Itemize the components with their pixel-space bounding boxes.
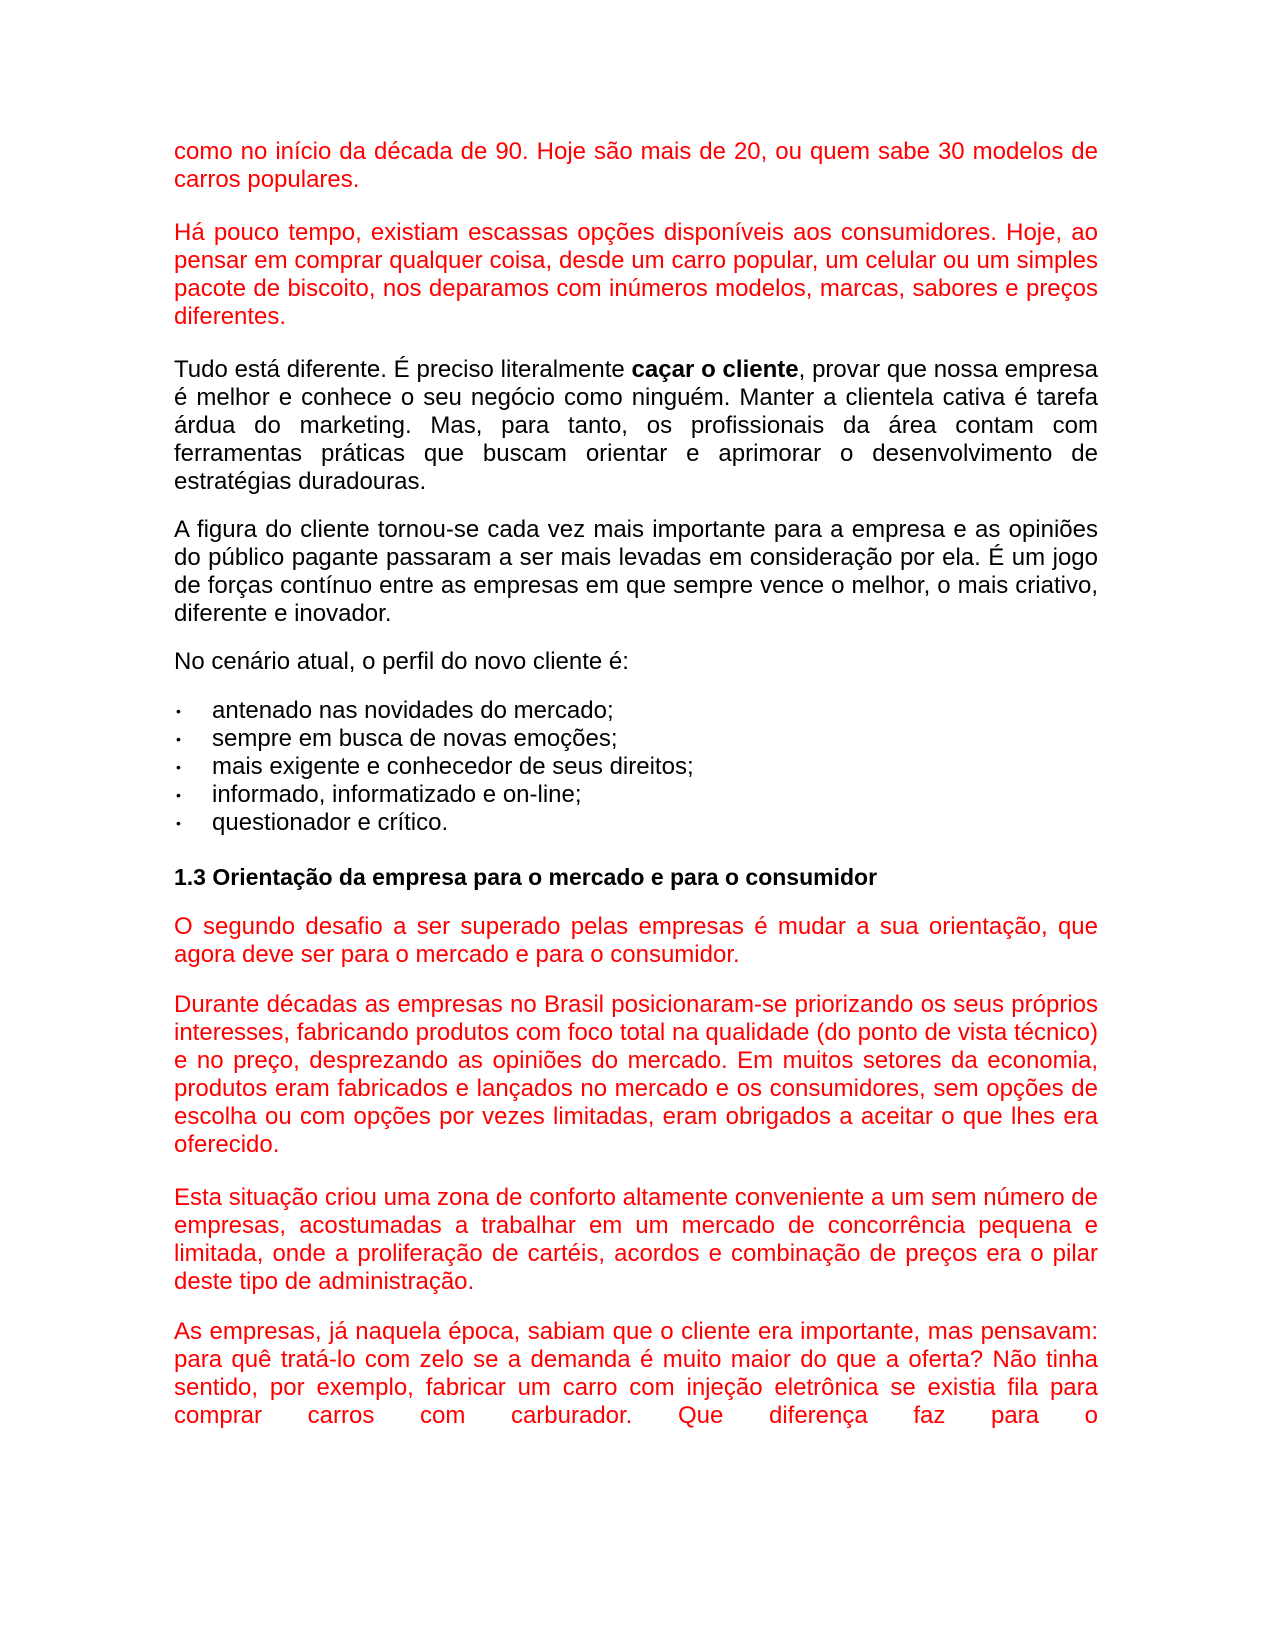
hunt-the-client-emphasis: caçar o cliente [631, 356, 799, 383]
list-item [174, 753, 1098, 781]
list-item [174, 781, 1098, 809]
paragraph-everything-different-end: , provar que nossa empresa é melhor e conhece o seu negócio como ninguém. Manter a clientela cativa é tarefa árdua do marketing. Mas, para tanto, os profissionais da área contam com ferramentas práticas que buscam orientar e aprimorar o desenvolvimento de estratégias duradouras. [174, 356, 1098, 495]
bullet-icon: • [176, 731, 181, 747]
paragraph-scarce-options: Há pouco tempo, existiam escassas opções disponíveis aos consumidores. Hoje, ao pensar em comprar qualquer coisa, desde um carro popular, um celular ou um simples pacote de biscoito, nos deparamos com inúmeros modelos, marcas, sabores e preços diferentes. [174, 219, 1098, 330]
list-item-text: informado, informatizado e on-line; [212, 781, 582, 808]
paragraph-second-challenge: O segundo desafio a ser superado pelas empresas é mudar a sua orientação, que agora deve ser para o mercado e para o consumidor. [174, 913, 1098, 968]
bullet-icon: • [176, 815, 181, 831]
paragraph-companies-back-then: As empresas, já naquela época, sabiam que o cliente era importante, mas pensavam: para quê tratá-lo com zelo se a demanda é muito maior do que a oferta? Não tinha sentido, por exemplo, fabricar um carro com injeção eletrônica se existia fila para comprar carros com carburador. Que diferença faz para o [174, 1318, 1098, 1429]
list-item [174, 697, 1098, 725]
bullet-icon: • [176, 787, 181, 803]
bullet-icon: • [176, 703, 181, 719]
paragraph-everything-different [174, 356, 1098, 496]
section-heading: 1.3 Orientação da empresa para o mercado e para o consumidor [174, 864, 878, 890]
list-item-text: antenado nas novidades do mercado; [212, 697, 614, 724]
document-page [174, 138, 1098, 1430]
paragraph-decades-brazil: Durante décadas as empresas no Brasil posicionaram-se priorizando os seus próprios interesses, fabricando produtos com foco total na qualidade (do ponto de vista técnico) e no preço, desprezando as opiniões do mercado. Em muitos setores da economia, produtos eram fabricados e lançados no mercado e os consumidores, sem opções de escolha ou com opções por vezes limitadas, eram obrigados a aceitar o que lhes era oferecido. [174, 991, 1098, 1158]
bullet-icon: • [176, 759, 181, 775]
client-profile-list [174, 697, 1098, 837]
paragraph-current-scenario: No cenário atual, o perfil do novo cliente é: [174, 648, 629, 675]
paragraph-decade-models: como no início da década de 90. Hoje são mais de 20, ou quem sabe 30 modelos de carros populares. [174, 138, 1098, 193]
list-item [174, 809, 1098, 837]
paragraph-everything-different-start: Tudo está diferente. É preciso literalmente [174, 356, 632, 383]
list-item-text: questionador e crítico. [212, 809, 449, 836]
paragraph-client-figure: A figura do cliente tornou-se cada vez mais importante para a empresa e as opiniões do público pagante passaram a ser mais levadas em consideração por ela. É um jogo de forças contínuo entre as empresas em que sempre vence o melhor, o mais criativo, diferente e inovador. [174, 516, 1098, 627]
list-item-text: sempre em busca de novas emoções; [212, 725, 618, 752]
list-item-text: mais exigente e conhecedor de seus direitos; [212, 753, 694, 780]
paragraph-comfort-zone: Esta situação criou uma zona de conforto altamente conveniente a um sem número de empresas, acostumadas a trabalhar em um mercado de concorrência pequena e limitada, onde a proliferação de cartéis, acordos e combinação de preços era o pilar deste tipo de administração. [174, 1184, 1098, 1295]
list-item [174, 725, 1098, 753]
